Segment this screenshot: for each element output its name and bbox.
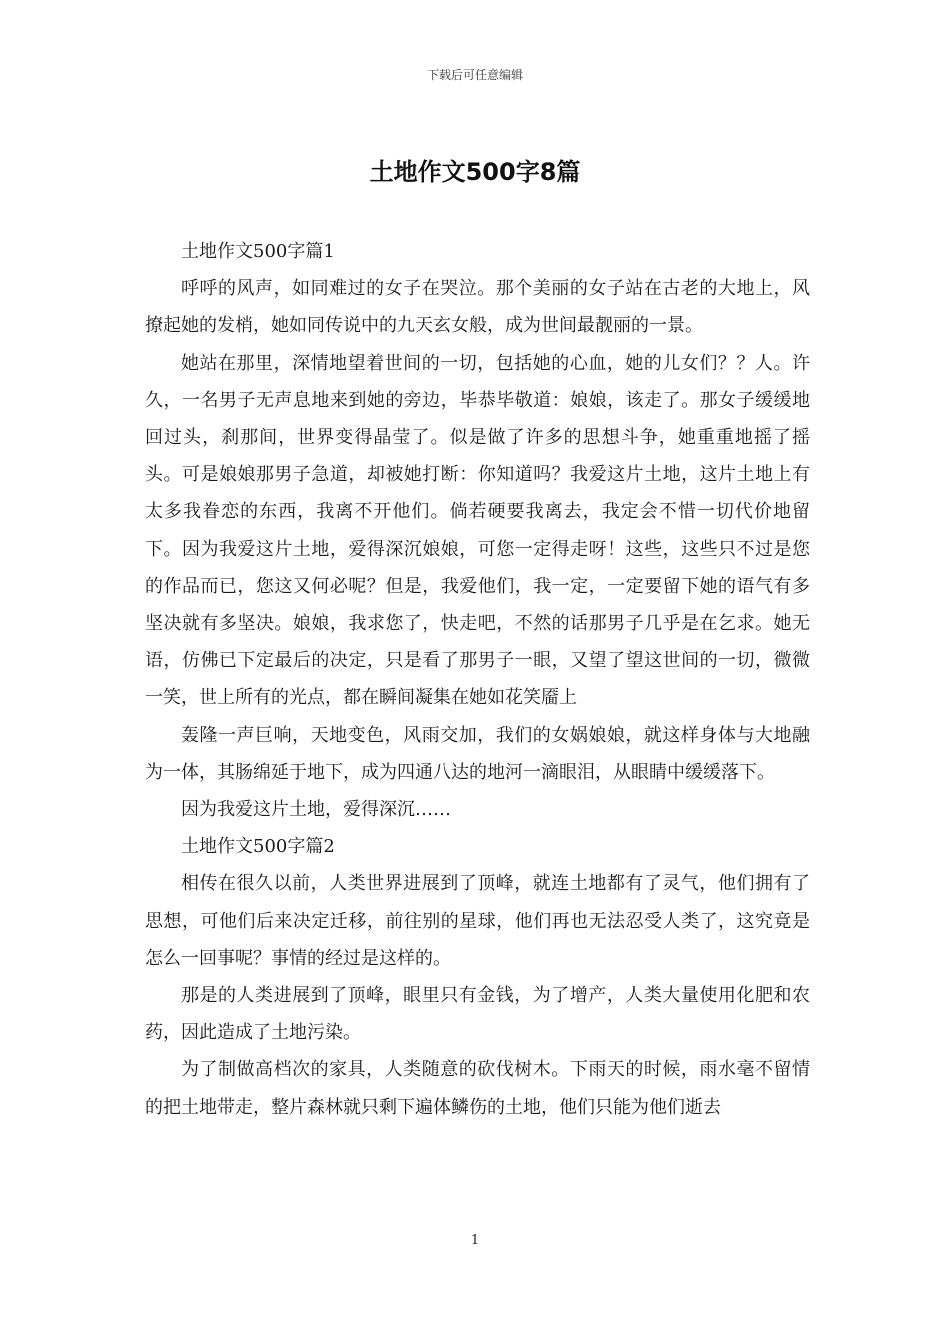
paragraph: 轰隆一声巨响，天地变色，风雨交加，我们的女娲娘娘，就这样身体与大地融为一体，其肠绵延于地下，成为四通八达的地河一滴眼泪，从眼睛中缓缓落下。 xyxy=(145,724,810,783)
document-body xyxy=(145,233,810,1126)
document-title: 土地作文500字8篇 xyxy=(369,158,581,186)
header-note: 下载后可任意编辑 xyxy=(426,68,523,82)
section-heading-1: 土地作文500字篇1 xyxy=(181,241,335,262)
paragraph: 呼呼的风声，如同难过的女子在哭泣。那个美丽的女子站在古老的大地上，风撩起她的发梢，她如同传说中的九天玄女般，成为世间最靓丽的一景。 xyxy=(145,278,810,337)
page-number: 1 xyxy=(470,1233,480,1248)
paragraph: 因为我爱这片土地，爱得深沉…… xyxy=(181,799,451,821)
paragraph: 那是的人类进展到了顶峰，眼里只有金钱，为了增产，人类大量使用化肥和农药，因此造成了土地污染。 xyxy=(145,985,810,1044)
paragraph: 为了制做高档次的家具，人类随意的砍伐树木。下雨天的时候，雨水毫不留情的把土地带走，整片森林就只剩下遍体鳞伤的土地，他们只能为他们逝去 xyxy=(145,1059,810,1118)
paragraph: 相传在很久以前，人类世界进展到了顶峰，就连土地都有了灵气，他们拥有了思想，可他们后来决定迁移，前往别的星球，他们再也无法忍受人类了，这究竟是怎么一回事呢？事情的经过是这样的。 xyxy=(145,873,810,969)
paragraph: 她站在那里，深情地望着世间的一切，包括她的心血，她的儿女们？？人。许久，一名男子无声息地来到她的旁边，毕恭毕敬道：娘娘，该走了。那女子缓缓地回过头，刹那间，世界变得晶莹了。似是做了许多的思想斗争，她重重地摇了摇头。可是娘娘那男子急道，却被她打断：你知道吗？我爱这片土地，这片土地上有太多我眷恋的东西，我离不开他们。倘若硬要我离去，我定会不惜一切代价地留下。因为我爱这片土地，爱得深沉娘娘，可您一定得走呀！这些，这些只不过是您的作品而已，您这又何必呢？但是，我爱他们，我一定，一定要留下她的语气有多坚决就有多坚决。娘娘，我求您了，快走吧，不然的话那男子几乎是在乞求。她无语，仿佛已下定最后的决定，只是看了那男子一眼，又望了望这世间的一切，微微一笑，世上所有的光点，都在瞬间凝集在她如花笑靥上 xyxy=(145,352,810,709)
section-heading-2: 土地作文500字篇2 xyxy=(181,836,335,858)
